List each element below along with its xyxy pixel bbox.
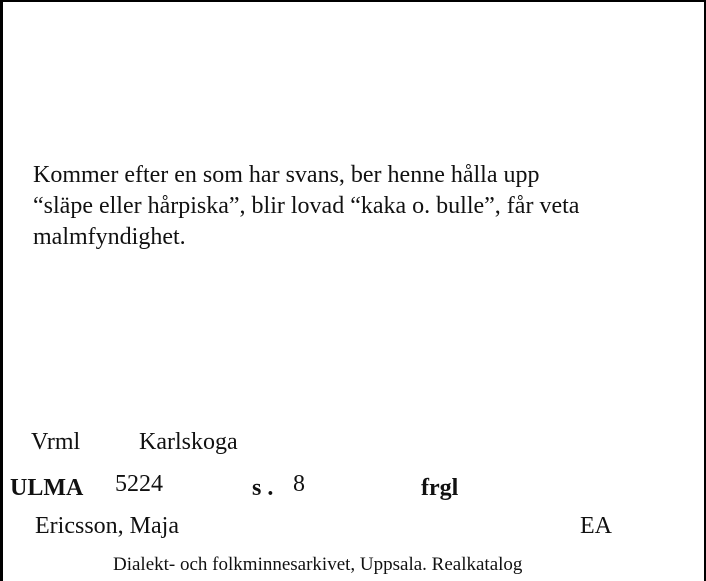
- collector-initials: EA: [580, 513, 612, 539]
- archive-number: 5224: [115, 471, 163, 497]
- record-text-line: Kommer efter en som har svans, ber henne hålla upp: [33, 162, 540, 188]
- archive-code: ULMA: [10, 475, 84, 501]
- province-label: Vrml: [31, 429, 81, 455]
- page-number: 8: [293, 471, 305, 497]
- record-text: [33, 160, 673, 253]
- category-label: frgl: [421, 475, 459, 501]
- page-label: s .: [252, 475, 274, 501]
- record-text-line: malmfyndighet.: [33, 224, 186, 250]
- informant-name: Ericsson, Maja: [35, 513, 179, 539]
- record-text-line: “släpe eller hårpiska”, blir lovad “kaka o. bulle”, får veta: [33, 193, 580, 219]
- institution-footer: Dialekt- och folkminnesarkivet, Uppsala. Realkatalog: [113, 554, 523, 575]
- parish-label: Karlskoga: [139, 429, 238, 455]
